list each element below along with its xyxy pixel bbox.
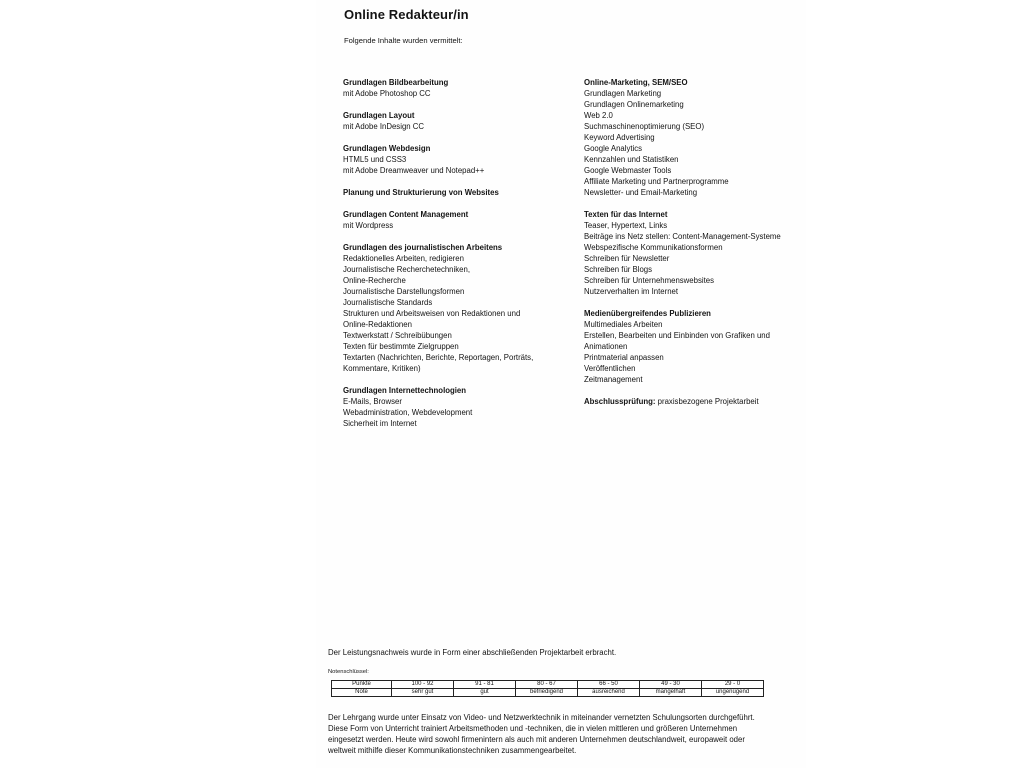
left-column xyxy=(343,77,558,440)
section-heading xyxy=(343,209,558,220)
section-line: Strukturen und Arbeitsweisen von Redaktionen und xyxy=(343,309,521,318)
section-line: Suchmaschinenoptimierung (SEO) xyxy=(584,122,705,131)
section-line: E-Mails, Browser xyxy=(343,397,402,406)
table-cell: Punkte xyxy=(332,681,392,689)
section-heading xyxy=(584,308,799,319)
grading-label: Notenschlüssel: xyxy=(328,669,369,675)
table-cell: Note xyxy=(332,689,392,697)
section-heading-text: Texten für das Internet xyxy=(584,210,668,219)
section-line: Web 2.0 xyxy=(584,111,613,120)
section-line: mit Adobe InDesign CC xyxy=(343,122,425,131)
section-heading xyxy=(343,187,558,198)
course-section xyxy=(343,209,558,231)
right-column xyxy=(584,77,799,418)
section-line: Multimediales Arbeiten xyxy=(584,320,663,329)
section-heading xyxy=(584,209,799,220)
section-heading-text: Grundlagen Content Management xyxy=(343,210,469,219)
course-section xyxy=(343,77,558,99)
table-cell: ausreichend xyxy=(578,689,640,697)
section-line: Google Analytics xyxy=(584,144,643,153)
section-line: Erstellen, Bearbeiten und Einbinden von Grafiken und xyxy=(584,331,770,340)
section-line: Online-Redaktionen xyxy=(343,320,412,329)
section-heading-text: Grundlagen Internettechnologien xyxy=(343,386,467,395)
section-line: Journalistische Darstellungsformen xyxy=(343,287,465,296)
footer-line: Der Lehrgang wurde unter Einsatz von Video- und Netzwerktechnik in miteinander vernetzten Schulungsorten durchgeführt. xyxy=(328,713,755,722)
course-section xyxy=(584,77,799,198)
section-line: Teaser, Hypertext, Links xyxy=(584,221,668,230)
table-cell: gut xyxy=(454,689,516,697)
section-heading xyxy=(584,77,799,88)
table-row xyxy=(332,689,764,697)
section-line: Journalistische Recherchetechniken, xyxy=(343,265,470,274)
section-line: Printmaterial anpassen xyxy=(584,353,664,362)
section-heading-text: Grundlagen Bildbearbeitung xyxy=(343,78,449,87)
section-line: Schreiben für Blogs xyxy=(584,265,653,274)
footer-line: weltweit mithilfe dieser Kommunikationstechniken zusammengearbeitet. xyxy=(328,746,577,755)
footer-line: Diese Form von Unterricht trainiert Arbeitsmethoden und -techniken, die in vielen mittleren und größeren Unternehmen xyxy=(328,724,738,733)
table-cell: 100 - 92 xyxy=(392,681,454,689)
section-line: Redaktionelles Arbeiten, redigieren xyxy=(343,254,464,263)
table-cell: 91 - 81 xyxy=(454,681,516,689)
section-line: Newsletter- und Email-Marketing xyxy=(584,188,698,197)
intro-text: Folgende Inhalte wurden vermittelt: xyxy=(344,36,463,45)
section-line: Webspezifische Kommunikationsformen xyxy=(584,243,723,252)
section-line: mit Wordpress xyxy=(343,221,394,230)
section-line: Online-Recherche xyxy=(343,276,406,285)
section-line: mit Adobe Photoshop CC xyxy=(343,89,431,98)
table-cell: befriedigend xyxy=(516,689,578,697)
footer-paragraph xyxy=(328,712,798,756)
section-heading-text: Grundlagen des journalistischen Arbeitens xyxy=(343,243,503,252)
section-line: Animationen xyxy=(584,342,628,351)
table-row xyxy=(332,681,764,689)
footer-line: eingesetzt werden. Heute wird sowohl firmenintern als auch mit anderen Unternehmen deutschlandweit, europaweit oder xyxy=(328,735,745,744)
course-section xyxy=(343,143,558,176)
section-line: Kennzahlen und Statistiken xyxy=(584,155,679,164)
section-heading xyxy=(343,143,558,154)
section-line: Beiträge ins Netz stellen: Content-Management-Systeme xyxy=(584,232,781,241)
section-line: Veröffentlichen xyxy=(584,364,636,373)
section-line: Grundlagen Onlinemarketing xyxy=(584,100,684,109)
section-heading xyxy=(343,77,558,88)
section-line: Journalistische Standards xyxy=(343,298,433,307)
table-cell: mangelhaft xyxy=(640,689,702,697)
section-line: Grundlagen Marketing xyxy=(584,89,662,98)
section-line: Sicherheit im Internet xyxy=(343,419,417,428)
section-heading-text: Grundlagen Layout xyxy=(343,111,415,120)
table-cell: 66 - 50 xyxy=(578,681,640,689)
section-line: Webadministration, Webdevelopment xyxy=(343,408,473,417)
section-line: Textwerkstatt / Schreibübungen xyxy=(343,331,452,340)
table-cell: sehr gut xyxy=(392,689,454,697)
section-heading-text: Abschlussprüfung: xyxy=(584,397,656,406)
course-section xyxy=(343,110,558,132)
section-line: Kommentare, Kritiken) xyxy=(343,364,421,373)
section-line: mit Adobe Dreamweaver und Notepad++ xyxy=(343,166,485,175)
section-heading-text: Medienübergreifendes Publizieren xyxy=(584,309,711,318)
section-heading-text: Grundlagen Webdesign xyxy=(343,144,431,153)
section-line: Nutzerverhalten im Internet xyxy=(584,287,679,296)
section-heading-suffix: praxisbezogene Projektarbeit xyxy=(655,397,759,406)
course-section xyxy=(584,209,799,297)
section-heading xyxy=(343,110,558,121)
section-heading xyxy=(343,242,558,253)
course-section xyxy=(343,385,558,429)
section-line: Textarten (Nachrichten, Berichte, Reportagen, Porträts, xyxy=(343,353,534,362)
section-heading xyxy=(343,385,558,396)
document-title: Online Redakteur/in xyxy=(344,7,469,22)
section-line: Zeitmanagement xyxy=(584,375,643,384)
section-heading-text: Planung und Strukturierung von Websites xyxy=(343,188,499,197)
course-section xyxy=(343,187,558,198)
table-cell: 49 - 30 xyxy=(640,681,702,689)
table-cell: 29 - 0 xyxy=(702,681,764,689)
course-section xyxy=(584,396,799,407)
section-line: Affiliate Marketing und Partnerprogramme xyxy=(584,177,729,186)
course-section xyxy=(343,242,558,374)
section-heading xyxy=(584,396,799,407)
section-line: Schreiben für Newsletter xyxy=(584,254,670,263)
section-line: Texten für bestimmte Zielgruppen xyxy=(343,342,459,351)
section-line: Schreiben für Unternehmenswebsites xyxy=(584,276,715,285)
grading-table xyxy=(331,680,764,697)
section-heading-text: Online-Marketing, SEM/SEO xyxy=(584,78,688,87)
table-cell: 80 - 67 xyxy=(516,681,578,689)
section-line: Google Webmaster Tools xyxy=(584,166,672,175)
proof-statement: Der Leistungsnachweis wurde in Form einer abschließenden Projektarbeit erbracht. xyxy=(328,648,617,657)
section-line: Keyword Advertising xyxy=(584,133,655,142)
section-line: HTML5 und CSS3 xyxy=(343,155,407,164)
table-cell: ungenügend xyxy=(702,689,764,697)
course-section xyxy=(584,308,799,385)
